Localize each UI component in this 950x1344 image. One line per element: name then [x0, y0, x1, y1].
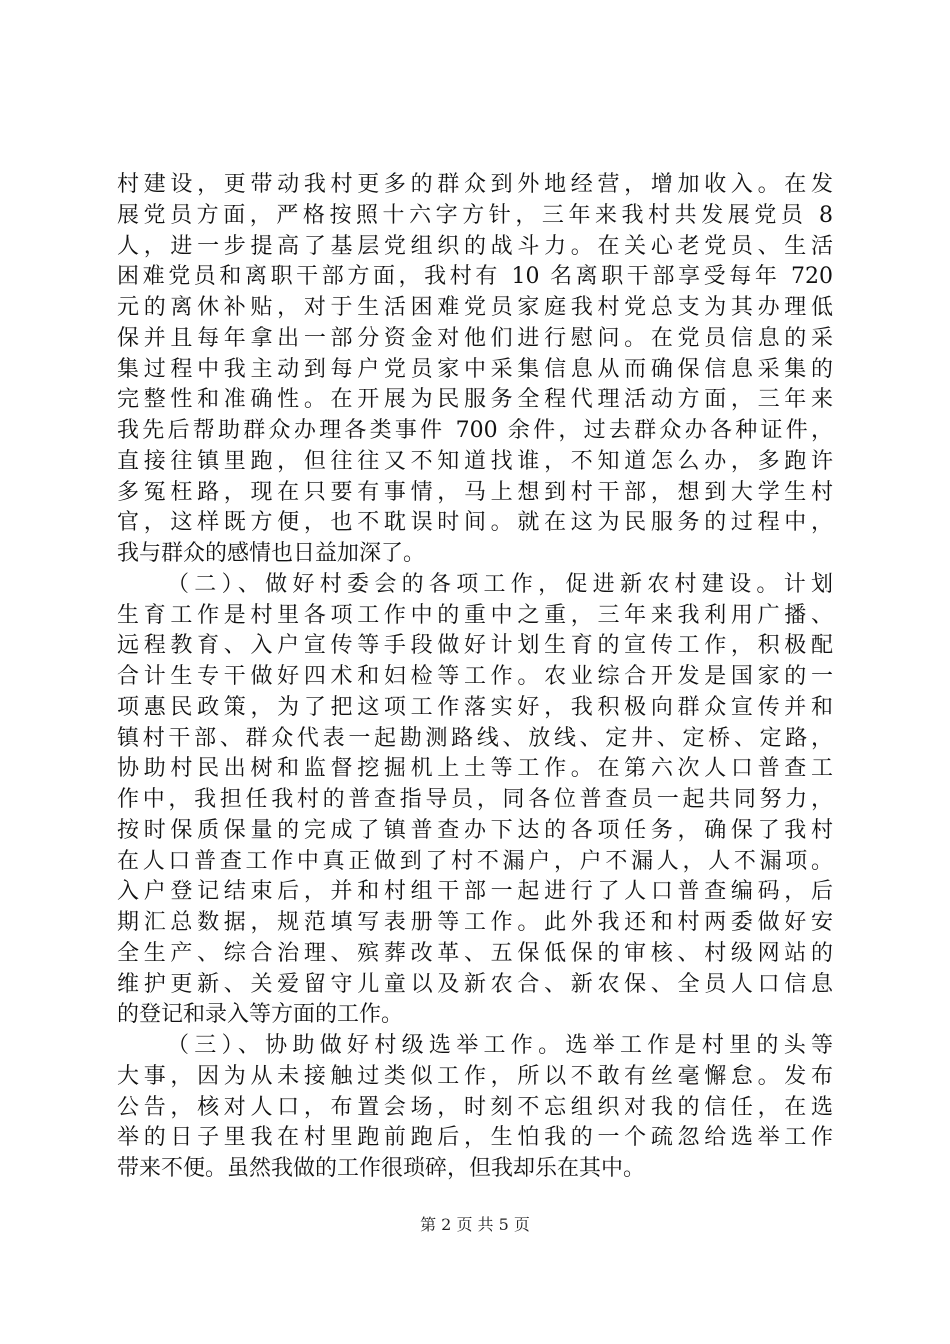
text-line: 困难党员和离职干部方面，我村有 10 名离职干部享受每年 720 [117, 264, 833, 290]
text-line: 集过程中我主动到每户党员家中采集信息从而确保信息采集的 [117, 356, 833, 382]
text-line: 保并且每年拿出一部分资金对他们进行慰问。在党员信息的采 [117, 325, 833, 351]
text-line: 带来不便。虽然我做的工作很琐碎，但我却乐在其中。 [117, 1156, 646, 1181]
text-line: 的登记和录入等方面的工作。 [117, 1002, 404, 1028]
text-line: 入户登记结束后，并和村组干部一起进行了人口普查编码，后 [117, 879, 833, 905]
page-number: 第 2 页 共 5 页 [420, 1215, 530, 1234]
text-line: 多冤枉路，现在只要有事情，马上想到村干部，想到大学生村 [117, 479, 833, 505]
text-line: 项惠民政策，为了把这项工作落实好，我积极向群众宣传并和 [117, 694, 833, 720]
text-line: 举的日子里我在村里跑前跑后，生怕我的一个疏忽给选举工作 [117, 1125, 833, 1151]
text-line: 村建设，更带动我村更多的群众到外地经营，增加收入。在发 [117, 172, 833, 197]
text-line: 按时保质保量的完成了镇普查办下达的各项任务，确保了我村 [117, 817, 833, 843]
text-line: 全生产、综合治理、殡葬改革、五保低保的审核、村级网站的 [117, 940, 833, 966]
text-line: 直接往镇里跑，但往往又不知道找谁，不知道怎么办，多跑许 [117, 448, 833, 474]
paragraph-heading-line: （三）、协助做好村级选举工作。选举工作是村里的头等 [167, 1033, 833, 1058]
text-line: 公告，核对人口，布置会场，时刻不忘组织对我的信任，在选 [117, 1094, 833, 1120]
text-line: 维护更新、关爱留守儿童以及新农合、新农保、全员人口信息 [117, 971, 833, 997]
text-line: 元的离休补贴，对于生活困难党员家庭我村党总支为其办理低 [117, 295, 833, 320]
document-body [117, 170, 833, 1185]
text-line: 官，这样既方便，也不耽误时间。就在这为民服务的过程中， [117, 510, 833, 536]
text-line: 完整性和准确性。在开展为民服务全程代理活动方面，三年来 [117, 387, 833, 413]
text-line: 我与群众的感情也日益加深了。 [117, 541, 426, 566]
text-line: 合计生专干做好四术和妇检等工作。农业综合开发是国家的一 [117, 664, 833, 689]
text-line: 远程教育、入户宣传等手段做好计划生育的宣传工作，积极配 [117, 633, 833, 659]
text-line: 大事，因为从未接触过类似工作，所以不敢有丝毫懈怠。发布 [117, 1063, 833, 1089]
text-line: 期汇总数据，规范填写表册等工作。此外我还和村两委做好安 [117, 910, 833, 935]
text-line: 生育工作是村里各项工作中的重中之重，三年来我利用广播、 [117, 602, 833, 628]
paragraph-heading-line: （二）、做好村委会的各项工作，促进新农村建设。计划 [167, 571, 833, 597]
text-line: 我先后帮助群众办理各类事件 700 余件，过去群众办各种证件， [117, 418, 833, 443]
text-line: 展党员方面，严格按照十六字方针，三年来我村共发展党员 8 [117, 202, 833, 228]
text-line: 作中，我担任我村的普查指导员，同各位普查员一起共同努力， [117, 787, 833, 812]
text-line: 协助村民出树和监督挖掘机上土等工作。在第六次人口普查工 [117, 756, 833, 782]
text-line: 人，进一步提高了基层党组织的战斗力。在关心老党员、生活 [117, 233, 833, 259]
text-line: 在人口普查工作中真正做到了村不漏户，户不漏人，人不漏项。 [117, 848, 833, 874]
page-footer [0, 1215, 950, 1235]
text-line: 镇村干部、群众代表一起勘测路线、放线、定井、定桥、定路， [117, 725, 833, 751]
